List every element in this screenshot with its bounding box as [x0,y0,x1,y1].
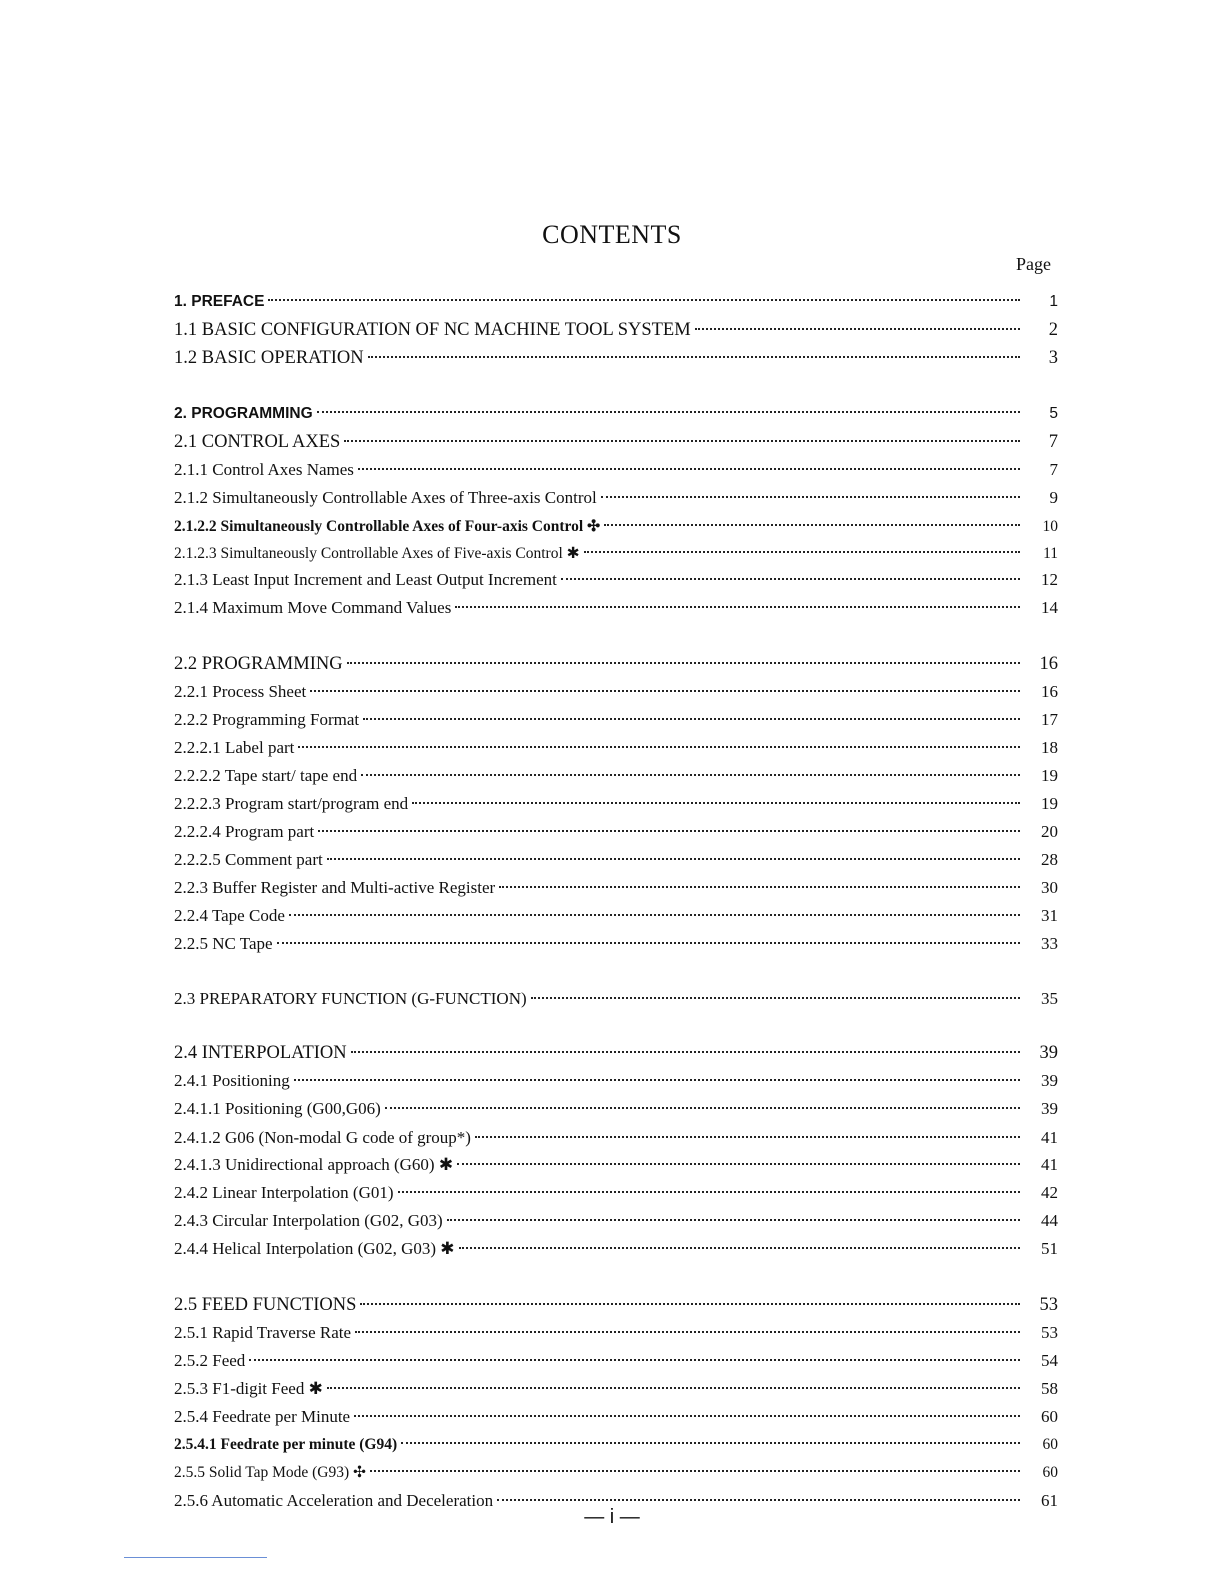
toc-entry-page: 19 [1041,766,1058,785]
toc-entry[interactable] [174,486,1058,510]
toc-entry-label: 1.1 BASIC CONFIGURATION OF NC MACHINE TOOL SYSTEM [174,320,691,340]
dot-leader [361,773,1020,776]
toc-entry[interactable] [174,820,1058,844]
toc-entry-page: 5 [1049,405,1058,422]
dot-leader [695,327,1020,330]
toc-entry-page: 42 [1041,1183,1058,1202]
toc-entry[interactable] [174,652,1058,676]
toc-entry[interactable] [174,848,1058,872]
toc-entry[interactable] [174,542,1058,566]
toc-entry-page: 7 [1048,432,1058,452]
dot-leader [310,689,1020,692]
toc-entry-label: 2.4.4 Helical Interpolation (G02, G03) ✱ [174,1239,455,1258]
toc-entry-page: 1 [1049,293,1058,310]
toc-entry[interactable] [174,346,1058,370]
toc-entry-label: 2.5.6 Automatic Acceleration and Deceleration [174,1491,494,1510]
toc-entry-page: 61 [1041,1491,1058,1510]
toc-entry-label: 2.1.4 Maximum Move Command Values [174,598,452,617]
toc-entry-page: 39 [1039,1043,1058,1063]
toc-entry-page: 60 [1042,1436,1058,1453]
toc-entry[interactable] [174,1041,1058,1065]
toc-entry[interactable] [174,596,1058,620]
toc-entry-page: 60 [1041,1407,1058,1426]
toc-entry-page: 10 [1042,518,1058,535]
toc-entry-page: 11 [1043,545,1058,562]
toc-entry-page: 53 [1041,1323,1058,1342]
dot-leader [601,495,1020,498]
toc-entry-page: 2 [1048,320,1058,340]
dot-leader [385,1106,1020,1109]
toc-entry-label: 2.2.1 Process Sheet [174,682,307,701]
toc-entry-page: 9 [1049,488,1058,507]
toc-entry[interactable] [174,1321,1058,1345]
toc-entry[interactable] [174,932,1058,956]
toc-entry-label: 2.2.2 Programming Format [174,710,360,729]
toc-entry-label: 2.1.2 Simultaneously Controllable Axes of Three-axis Control [174,488,597,507]
toc-entry[interactable] [174,987,1058,1011]
dot-leader [455,605,1020,608]
toc-entry-label: 2.4.1.1 Positioning (G00,G06) [174,1099,381,1118]
toc-entry-label: 2.1.2.2 Simultaneously Controllable Axes of Four-axis Control ✣ [174,518,601,535]
toc-entry[interactable] [174,1433,1058,1457]
toc-entry-page: 16 [1039,654,1058,674]
toc-entry-page: 19 [1041,794,1058,813]
toc-entry[interactable] [174,764,1058,788]
dot-leader [412,801,1020,804]
toc-entry-label: 2.2.2.1 Label part [174,738,295,757]
dot-leader [401,1441,1020,1444]
toc-entry-label: 2.5.3 F1-digit Feed ✱ [174,1379,323,1398]
toc-entry[interactable] [174,1153,1058,1177]
toc-entry[interactable] [174,904,1058,928]
decorative-rule [124,1557,267,1558]
toc-entry-label: 2.4.3 Circular Interpolation (G02, G03) [174,1211,443,1230]
dot-leader [289,913,1020,916]
toc-entry-label: 2.2.2.2 Tape start/ tape end [174,766,358,785]
dot-leader [351,1050,1020,1053]
toc-entry[interactable] [174,736,1058,760]
dot-leader [318,829,1020,832]
toc-entry-label: 2.5.2 Feed [174,1351,246,1370]
dot-leader [561,577,1020,580]
toc-entry-page: 12 [1041,570,1058,589]
dot-leader [584,550,1020,553]
toc-entry-page: 18 [1041,738,1058,757]
dot-leader [249,1358,1020,1361]
toc-entry-page: 39 [1041,1071,1058,1090]
toc-entry[interactable] [174,1293,1058,1317]
toc-entry[interactable] [174,1097,1058,1121]
toc-entry-label: 2.5.1 Rapid Traverse Rate [174,1323,352,1342]
toc-entry-label: 2.3 PREPARATORY FUNCTION (G-FUNCTION) [174,989,527,1008]
toc-entry[interactable] [174,876,1058,900]
dot-leader [497,1498,1020,1501]
toc-entry[interactable] [174,1461,1058,1485]
toc-entry-label: 2.4.1 Positioning [174,1071,290,1090]
toc-entry[interactable] [174,290,1058,314]
page-number-footer: — i — [584,1506,640,1528]
toc-entry-label: 2.2 PROGRAMMING [174,654,343,674]
dot-leader [298,745,1020,748]
dot-leader [327,857,1020,860]
toc-entry[interactable] [174,1209,1058,1233]
toc-entry-label: 2.2.2.5 Comment part [174,850,323,869]
toc-entry[interactable] [174,1377,1058,1401]
toc-entry-page: 33 [1041,934,1058,953]
toc-entry-label: 2.4.1.2 G06 (Non-modal G code of group*) [174,1128,471,1147]
dot-leader [398,1190,1020,1193]
dot-leader [354,1414,1020,1417]
toc-entry-label: 2.1.1 Control Axes Names [174,460,354,479]
toc-entry[interactable] [174,1126,1058,1150]
toc-entry[interactable] [174,515,1058,539]
toc-entry[interactable] [174,402,1058,426]
toc-entry-label: 2.2.2.3 Program start/program end [174,794,409,813]
dot-leader [475,1135,1020,1138]
dot-leader [294,1078,1020,1081]
toc-entry-label: 2.2.3 Buffer Register and Multi-active Register [174,878,496,897]
toc-entry-page: 51 [1041,1239,1058,1258]
toc-entry[interactable] [174,458,1058,482]
dot-leader [499,885,1020,888]
toc-entry-label: 2.2.4 Tape Code [174,906,285,925]
page-column-label: Page [1016,254,1051,274]
dot-leader [447,1218,1020,1221]
toc-entry[interactable] [174,1069,1058,1093]
toc-entry-page: 16 [1041,682,1058,701]
toc-entry-page: 39 [1041,1099,1058,1118]
dot-leader [604,523,1020,526]
page-title: CONTENTS [542,220,682,249]
toc-entry-label: 2.1.2.3 Simultaneously Controllable Axes of Five-axis Control ✱ [174,545,580,562]
dot-leader [368,355,1020,358]
toc-entry-page: 58 [1041,1379,1058,1398]
dot-leader [268,298,1020,301]
toc-entry[interactable] [174,792,1058,816]
toc-entry[interactable] [174,1181,1058,1205]
toc-entry-label: 2.4 INTERPOLATION [174,1043,347,1063]
dot-leader [317,410,1020,413]
toc-entry-label: 2.2.5 NC Tape [174,934,273,953]
toc-entry-page: 17 [1041,710,1058,729]
toc-entry-label: 2.1.3 Least Input Increment and Least Output Increment [174,570,557,589]
toc-entry-page: 54 [1041,1351,1058,1370]
toc-entry-page: 35 [1041,989,1058,1008]
toc-entry-page: 60 [1042,1464,1058,1481]
dot-leader [459,1246,1020,1249]
toc-entry-label: 2.5.4.1 Feedrate per minute (G94) [174,1436,398,1453]
toc-entry-page: 41 [1041,1128,1058,1147]
toc-entry-label: 2.1 CONTROL AXES [174,432,341,452]
dot-leader [347,661,1020,664]
dot-leader [327,1386,1020,1389]
toc-entry-label: 1. PREFACE [174,293,265,310]
toc-entry[interactable] [174,680,1058,704]
toc-entry-page: 44 [1041,1211,1058,1230]
dot-leader [277,941,1020,944]
toc-entry-page: 53 [1039,1295,1058,1315]
toc-entry-page: 7 [1049,460,1058,479]
toc-entry-label: 2.2.2.4 Program part [174,822,315,841]
toc-entry-label: 2. PROGRAMMING [174,405,313,422]
dot-leader [363,717,1020,720]
toc-entry[interactable] [174,1405,1058,1429]
toc-entry-page: 14 [1041,598,1058,617]
toc-entry-label: 1.2 BASIC OPERATION [174,348,364,368]
toc-entry-label: 2.5.4 Feedrate per Minute [174,1407,351,1426]
dot-leader [531,996,1020,999]
toc-entry-page: 20 [1041,822,1058,841]
toc-entry-page: 30 [1041,878,1058,897]
dot-leader [344,439,1020,442]
toc-entry-page: 31 [1041,906,1058,925]
toc-entry[interactable] [174,708,1058,732]
toc-entry[interactable] [174,568,1058,592]
toc-entry-label: 2.5.5 Solid Tap Mode (G93) ✣ [174,1464,367,1481]
dot-leader [370,1469,1020,1472]
dot-leader [457,1162,1020,1165]
toc-entry-label: 2.5 FEED FUNCTIONS [174,1295,357,1315]
toc-entry-page: 28 [1041,850,1058,869]
toc-entry[interactable] [174,318,1058,342]
toc-entry[interactable] [174,430,1058,454]
toc-entry-label: 2.4.1.3 Unidirectional approach (G60) ✱ [174,1155,454,1174]
dot-leader [358,467,1020,470]
toc-entry-label: 2.4.2 Linear Interpolation (G01) [174,1183,394,1202]
dot-leader [355,1330,1020,1333]
toc-entry-page: 3 [1048,348,1058,368]
toc-entry[interactable] [174,1349,1058,1373]
dot-leader [360,1302,1020,1305]
toc-entry-page: 41 [1041,1155,1058,1174]
toc-entry[interactable] [174,1237,1058,1261]
